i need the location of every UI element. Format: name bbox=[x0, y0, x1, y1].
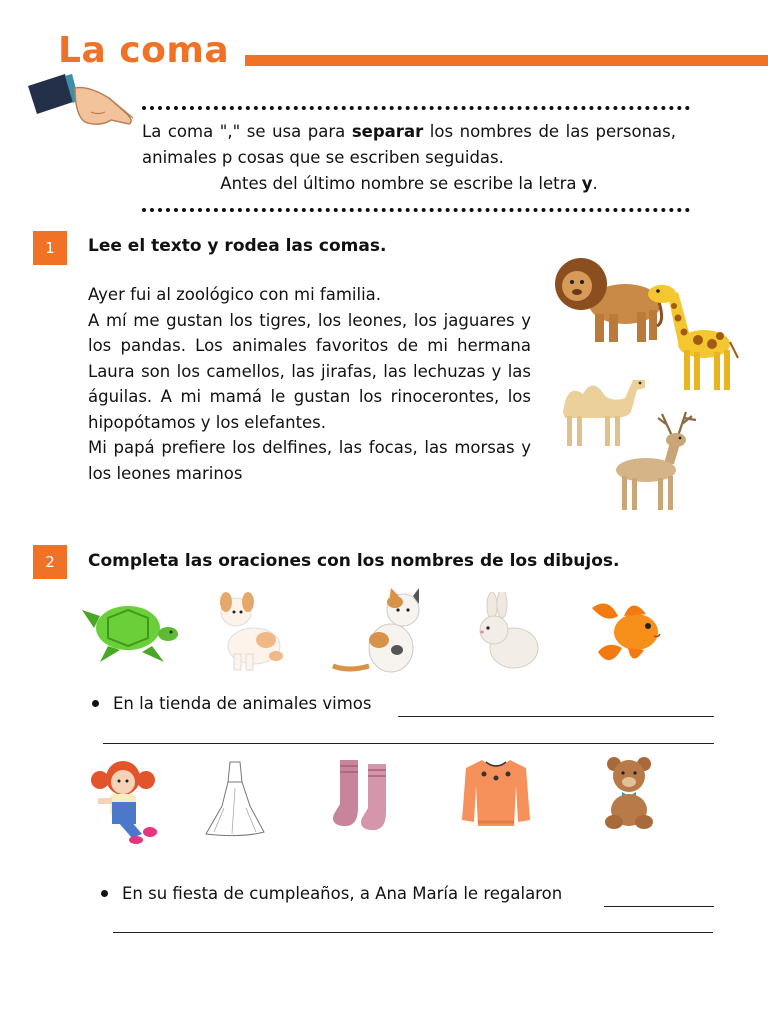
dress-picture bbox=[202, 758, 268, 838]
rule-text-bold: separar bbox=[351, 122, 424, 141]
answer-line[interactable] bbox=[113, 932, 713, 933]
doll-picture bbox=[88, 758, 168, 844]
goldfish-picture bbox=[588, 590, 666, 672]
page-title: La coma bbox=[58, 30, 230, 71]
bullet-icon bbox=[92, 700, 99, 707]
rule-text bbox=[142, 119, 676, 171]
exercise-number-badge: 1 bbox=[33, 231, 67, 265]
passage-paragraph: Mi papá prefiere los delfines, las focas, las morsas y los leones marinos bbox=[88, 438, 531, 483]
exercise-instruction: Completa las oraciones con los nombres de los dibujos. bbox=[88, 551, 620, 571]
exercise-instruction: Lee el texto y rodea las comas. bbox=[88, 236, 387, 256]
rule-text-part: La coma "," se usa para bbox=[142, 122, 352, 141]
socks-picture bbox=[328, 756, 400, 836]
rule-text-part: . bbox=[592, 174, 598, 193]
teddy-bear-picture bbox=[598, 756, 662, 830]
sentence-item bbox=[92, 694, 371, 713]
deer-picture bbox=[604, 408, 702, 514]
rule-text-part: Antes del último nombre se escribe la letra bbox=[220, 174, 582, 193]
sentence-item bbox=[101, 884, 562, 903]
dotted-divider-bottom bbox=[142, 208, 690, 212]
bullet-icon bbox=[101, 890, 108, 897]
answer-line[interactable] bbox=[103, 743, 714, 744]
rule-text-part: los nombres de las personas, animales p cosas que se escriben seguidas. bbox=[142, 122, 676, 167]
answer-line[interactable] bbox=[398, 716, 714, 717]
passage-paragraph: Ayer fui al zoológico con mi familia. bbox=[88, 285, 382, 304]
rule-text-last-line bbox=[142, 171, 676, 197]
cat-picture bbox=[329, 588, 425, 674]
giraffe-picture bbox=[648, 278, 740, 394]
dotted-divider-top bbox=[142, 106, 690, 110]
puppy-picture bbox=[214, 590, 294, 672]
exercise-number-badge: 2 bbox=[33, 545, 67, 579]
sentence-text: En su fiesta de cumpleaños, a Ana María le regalaron bbox=[122, 884, 563, 903]
answer-line[interactable] bbox=[604, 906, 714, 907]
sweater-picture bbox=[460, 756, 532, 832]
rule-text-bold: y bbox=[581, 174, 593, 193]
reading-passage bbox=[88, 282, 531, 486]
passage-paragraph: A mí me gustan los tigres, los leones, los jaguares y los pandas. Los animales favoritos de mi hermana Laura son los camellos, las jirafas, las lechuzas y las águilas. A mi mamá le gustan los rinocerontes, los hipopótamos y los elefantes. bbox=[88, 310, 531, 432]
sentence-text: En la tienda de animales vimos bbox=[113, 694, 372, 713]
turtle-picture bbox=[78, 592, 178, 666]
title-underline-bar bbox=[245, 55, 768, 66]
pointing-hand-icon bbox=[25, 72, 137, 134]
rabbit-picture bbox=[472, 592, 542, 670]
